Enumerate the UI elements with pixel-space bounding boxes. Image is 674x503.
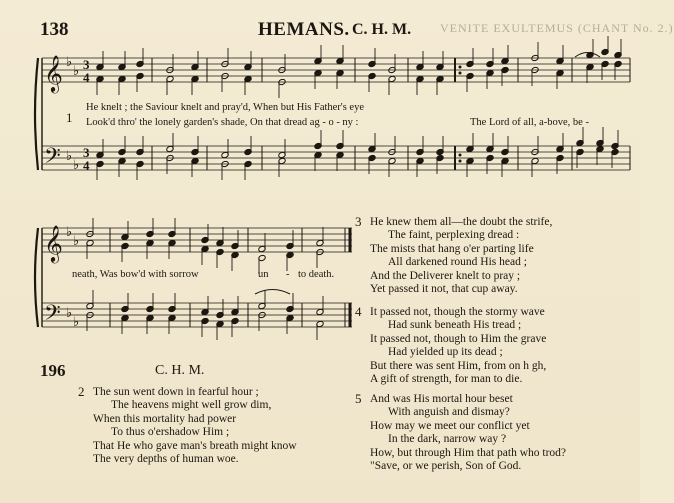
verse-line: But there was sent Him, from on h gh,: [370, 359, 547, 372]
time-signatures: [83, 57, 90, 173]
page-number: 138: [40, 19, 69, 40]
verse-line: Yet passed it not, that cup away.: [370, 283, 518, 296]
treble-clef-2: 𝄞: [44, 224, 63, 262]
verse-line: Had yielded up its dead ;: [388, 346, 503, 359]
flat-sign: ♭: [73, 234, 80, 249]
bass-clef-2: 𝄢: [44, 301, 61, 331]
verse-line: And was His mortal hour beset: [370, 393, 513, 405]
clefs: [44, 54, 79, 331]
verse-line: With anguish and dismay?: [388, 406, 510, 419]
lyric-line-1: He knelt ; the Saviour knelt and pray'd, When but His Father's eye: [86, 102, 364, 113]
flat-sign: ♭: [66, 225, 73, 240]
verse-line: It passed not, though to Him the grave: [370, 332, 547, 345]
hymn-title: HEMANS.: [258, 19, 350, 40]
verse-line: The sun went down in fearful hour ;: [93, 386, 259, 398]
lyric-line-2b: The Lord of all, a-bove, be -: [470, 117, 589, 128]
lyric-line-3a: neath, Was bow'd with sorrow: [72, 269, 199, 280]
verse-line: To thus o'ershadow Him ;: [111, 426, 230, 439]
hymn-meter: C. H. M.: [155, 363, 205, 378]
lyric-line-3d: to death.: [298, 269, 335, 280]
time-sig-top: 3: [83, 57, 90, 72]
flat-sign: ♭: [66, 55, 73, 70]
verse-line: The faint, perplexing dread :: [388, 229, 520, 242]
verse-number: 3: [355, 214, 362, 229]
verse-line: And the Deliverer knelt to pray ;: [370, 269, 521, 282]
verse-line: "Save, or we perish, Son of God.: [370, 460, 522, 473]
meter-label: C. H. M.: [352, 21, 412, 38]
verse-line: All darkened round His head ;: [388, 256, 527, 269]
flat-sign: ♭: [73, 64, 80, 79]
lyric-line-2: Look'd thro' the lonely garden's shade, On that dread ag - o - ny :: [86, 117, 359, 128]
verse-number: 4: [355, 304, 362, 319]
bleed-through-text: VENITE EXULTEMUS (CHANT No. 2.): [440, 21, 674, 35]
verse-line: The very depths of human woe.: [93, 453, 239, 466]
verse-line: When this mortality had power: [93, 412, 237, 425]
flat-sign: ♭: [73, 315, 80, 330]
time-sig-bottom: 4: [83, 158, 90, 173]
verse-number: 5: [355, 391, 362, 406]
time-sig-top: 3: [83, 145, 90, 160]
bass-clef: 𝄢: [44, 144, 61, 174]
lyric-line-3c: -: [286, 269, 290, 280]
verse-line: Had sunk beneath His tread ;: [388, 319, 522, 332]
verse-number: 1: [66, 110, 73, 125]
time-sig-bottom: 4: [83, 70, 90, 85]
flat-sign: ♭: [66, 306, 73, 321]
lyric-line-3b: un: [258, 269, 269, 280]
verse-5: [370, 393, 566, 473]
verse-number: 2: [78, 384, 85, 399]
verse-4: [370, 306, 546, 386]
verse-line: That He who gave man's breath might know: [93, 439, 297, 452]
hymn-196-verse-2: [93, 386, 297, 466]
verse-line: The heavens might well grow dim,: [111, 399, 272, 412]
verse-line: In the dark, narrow way ?: [388, 433, 507, 446]
flat-sign: ♭: [66, 149, 73, 164]
verse-line: A gift of strength, for man to die.: [370, 373, 523, 386]
flat-sign: ♭: [73, 158, 80, 173]
slur: [255, 290, 290, 295]
verse-line: It passed not, though the stormy wave: [370, 306, 545, 318]
verse-line: How may we meet our conflict yet: [370, 419, 530, 432]
hymn-number: 196: [40, 361, 66, 380]
verse-line: How, but through Him that path who trod?: [370, 446, 567, 459]
verse-line: He knew them all—the doubt the strife,: [370, 216, 553, 228]
treble-clef: 𝄞: [44, 54, 63, 92]
verse-line: The mists that hang o'er parting life: [370, 242, 534, 255]
repeat-dots: [459, 66, 462, 163]
verse-3: [370, 216, 552, 296]
